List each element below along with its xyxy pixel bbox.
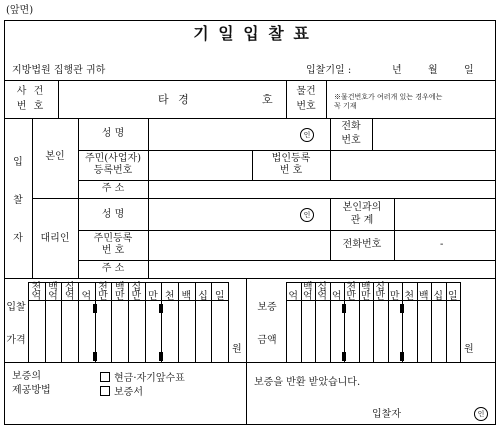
deposit-unit-bottom: 만 xyxy=(360,291,371,302)
court-addressee: 지방법원 집행관 귀하 xyxy=(12,65,106,76)
deposit-unit-bottom: 천 xyxy=(404,291,415,302)
deposit-unit-top: 십 xyxy=(317,282,328,293)
price-side-bottom: 가격 xyxy=(6,335,26,346)
price-unit-bottom: 억 xyxy=(64,291,75,302)
agent-name-label: 성 명 xyxy=(101,209,125,220)
guarantee-checkbox[interactable] xyxy=(100,386,110,396)
price-unit-bottom: 만 xyxy=(131,291,142,302)
bid-date-year: 년 xyxy=(392,65,402,76)
principal-label: 본인 xyxy=(45,151,65,162)
price-unit-bottom: 일 xyxy=(214,291,225,302)
price-unit-top: 십 xyxy=(64,282,75,293)
price-group-separator xyxy=(93,352,97,361)
rule-principal-bottom xyxy=(32,198,496,199)
rule-item-left xyxy=(286,80,287,118)
rule-principal-name xyxy=(78,150,496,151)
price-group-separator xyxy=(93,304,97,313)
price-unit-bottom: 만 xyxy=(148,291,158,302)
deposit-unit-top: 백 xyxy=(302,282,313,293)
method-label-1: 보증의 xyxy=(12,371,41,382)
item-note-1: ※물건번호가 여러개 있는 경우에는 xyxy=(334,93,443,101)
price-unit-top: 백 xyxy=(114,282,125,293)
principal-seal: 인 xyxy=(300,128,314,142)
deposit-unit-bottom: 백 xyxy=(418,291,429,302)
deposit-unit-bottom: 십 xyxy=(433,291,444,302)
price-group-separator xyxy=(159,352,163,361)
case-no-label-2: 번 호 xyxy=(16,101,46,112)
deposit-unit-top: 백 xyxy=(360,282,371,293)
deposit-unit-bottom: 억 xyxy=(288,291,299,302)
relation-label-2: 관 계 xyxy=(350,215,374,226)
deposit-unit-bottom: 억 xyxy=(317,291,328,302)
option-guarantee[interactable] xyxy=(100,386,143,398)
option-cash-label: 현금·자기앞수표 xyxy=(114,373,185,384)
corp-reg-label-1: 법인등록 xyxy=(271,153,311,164)
bidder-char-1: 입 xyxy=(13,157,23,168)
price-unit-bottom: 만 xyxy=(114,291,125,302)
rule-phone-right xyxy=(372,118,373,150)
price-unit-bottom: 억 xyxy=(48,291,58,302)
deposit-side-bottom: 금액 xyxy=(257,335,277,346)
agent-address-label: 주 소 xyxy=(101,263,125,274)
item-no-label-1: 물건 xyxy=(296,86,316,97)
deposit-side-top: 보증 xyxy=(257,302,277,313)
item-note-2: 꼭 기재 xyxy=(334,102,357,110)
price-unit-bottom: 천 xyxy=(164,291,175,302)
relation-label-1: 본인과의 xyxy=(342,202,382,213)
rule-agent-reg xyxy=(78,260,496,261)
case-suffix: 호 xyxy=(262,93,273,106)
agent-label: 대리인 xyxy=(40,233,70,244)
deposit-group-separator xyxy=(400,352,404,361)
side-label: (앞면) xyxy=(6,5,34,16)
returned-text: 보증을 반환 받았습니다. xyxy=(254,377,361,388)
rule-agent-name xyxy=(78,230,496,231)
bidder-sign-label: 입찰자 xyxy=(372,409,401,420)
deposit-unit-top: 천 xyxy=(346,282,357,293)
rule-bidder-bottom xyxy=(4,278,496,279)
bidder-seal: 인 xyxy=(474,407,488,421)
option-guarantee-label: 보증서 xyxy=(114,387,143,398)
agent-phone-label: 전화번호 xyxy=(342,239,382,250)
price-won: 원 xyxy=(232,344,242,355)
deposit-unit-top: 십 xyxy=(375,282,386,293)
deposit-unit-bottom: 만 xyxy=(375,291,386,302)
deposit-group-separator xyxy=(342,352,346,361)
price-unit-bottom: 백 xyxy=(181,291,192,302)
rule-center xyxy=(246,278,247,425)
agent-phone-dash: - xyxy=(440,239,444,250)
bid-date-day: 일 xyxy=(464,65,474,76)
phone-label-1: 전화 xyxy=(341,121,361,132)
price-unit-bottom: 십 xyxy=(198,291,208,302)
principal-reg-label-1: 주민(사업자) xyxy=(84,153,142,164)
price-unit-bottom: 억 xyxy=(31,291,42,302)
form-title: 기 일 입 찰 표 xyxy=(193,24,311,43)
deposit-unit-bottom: 일 xyxy=(447,291,458,302)
agent-reg-label-2: 번 호 xyxy=(101,245,125,256)
case-no-label-1: 사 건 xyxy=(16,86,46,97)
principal-name-label: 성 명 xyxy=(101,128,125,139)
rule-item-right xyxy=(326,80,327,118)
rule-principal-reg xyxy=(78,180,496,181)
rule-case-top xyxy=(4,80,496,81)
bid-date-month: 월 xyxy=(428,65,438,76)
deposit-unit-bottom: 억 xyxy=(302,291,313,302)
price-unit-top: 백 xyxy=(48,282,58,293)
price-unit-top: 천 xyxy=(98,282,108,293)
bidder-char-3: 자 xyxy=(13,233,23,244)
phone-label-2: 번호 xyxy=(341,135,361,146)
option-cash[interactable] xyxy=(100,372,185,384)
deposit-group-separator xyxy=(400,304,404,313)
principal-reg-label-2: 등록번호 xyxy=(93,165,133,176)
deposit-unit-bottom: 억 xyxy=(331,291,342,302)
rule-case-label xyxy=(58,80,59,118)
agent-seal: 인 xyxy=(300,208,314,222)
price-unit-bottom: 만 xyxy=(98,291,108,302)
rule-amount-bottom xyxy=(4,362,496,363)
corp-reg-label-2: 번 호 xyxy=(279,165,303,176)
deposit-unit-bottom: 만 xyxy=(389,291,400,302)
deposit-won: 원 xyxy=(464,344,474,355)
price-unit-bottom: 억 xyxy=(81,291,92,302)
principal-address-label: 주 소 xyxy=(101,183,125,194)
case-type-text: 타 경 xyxy=(158,93,192,106)
cash-checkbox[interactable] xyxy=(100,372,110,382)
agent-reg-label-1: 주민등록 xyxy=(93,233,133,244)
price-group-separator xyxy=(159,304,163,313)
method-label-2: 제공방법 xyxy=(12,385,51,396)
item-no-label-2: 번호 xyxy=(296,101,316,112)
rule-corp-right xyxy=(330,150,331,180)
rule-relation-right xyxy=(394,198,395,260)
deposit-group-separator xyxy=(342,304,346,313)
price-grid-col xyxy=(228,282,229,362)
deposit-grid-col xyxy=(460,282,461,362)
price-unit-top: 천 xyxy=(31,282,42,293)
price-unit-top: 십 xyxy=(131,282,142,293)
deposit-unit-bottom: 만 xyxy=(346,291,357,302)
bidder-char-2: 찰 xyxy=(13,195,23,206)
price-side-top: 입찰 xyxy=(6,302,26,313)
bid-date-label: 입찰기일 : xyxy=(306,65,352,76)
